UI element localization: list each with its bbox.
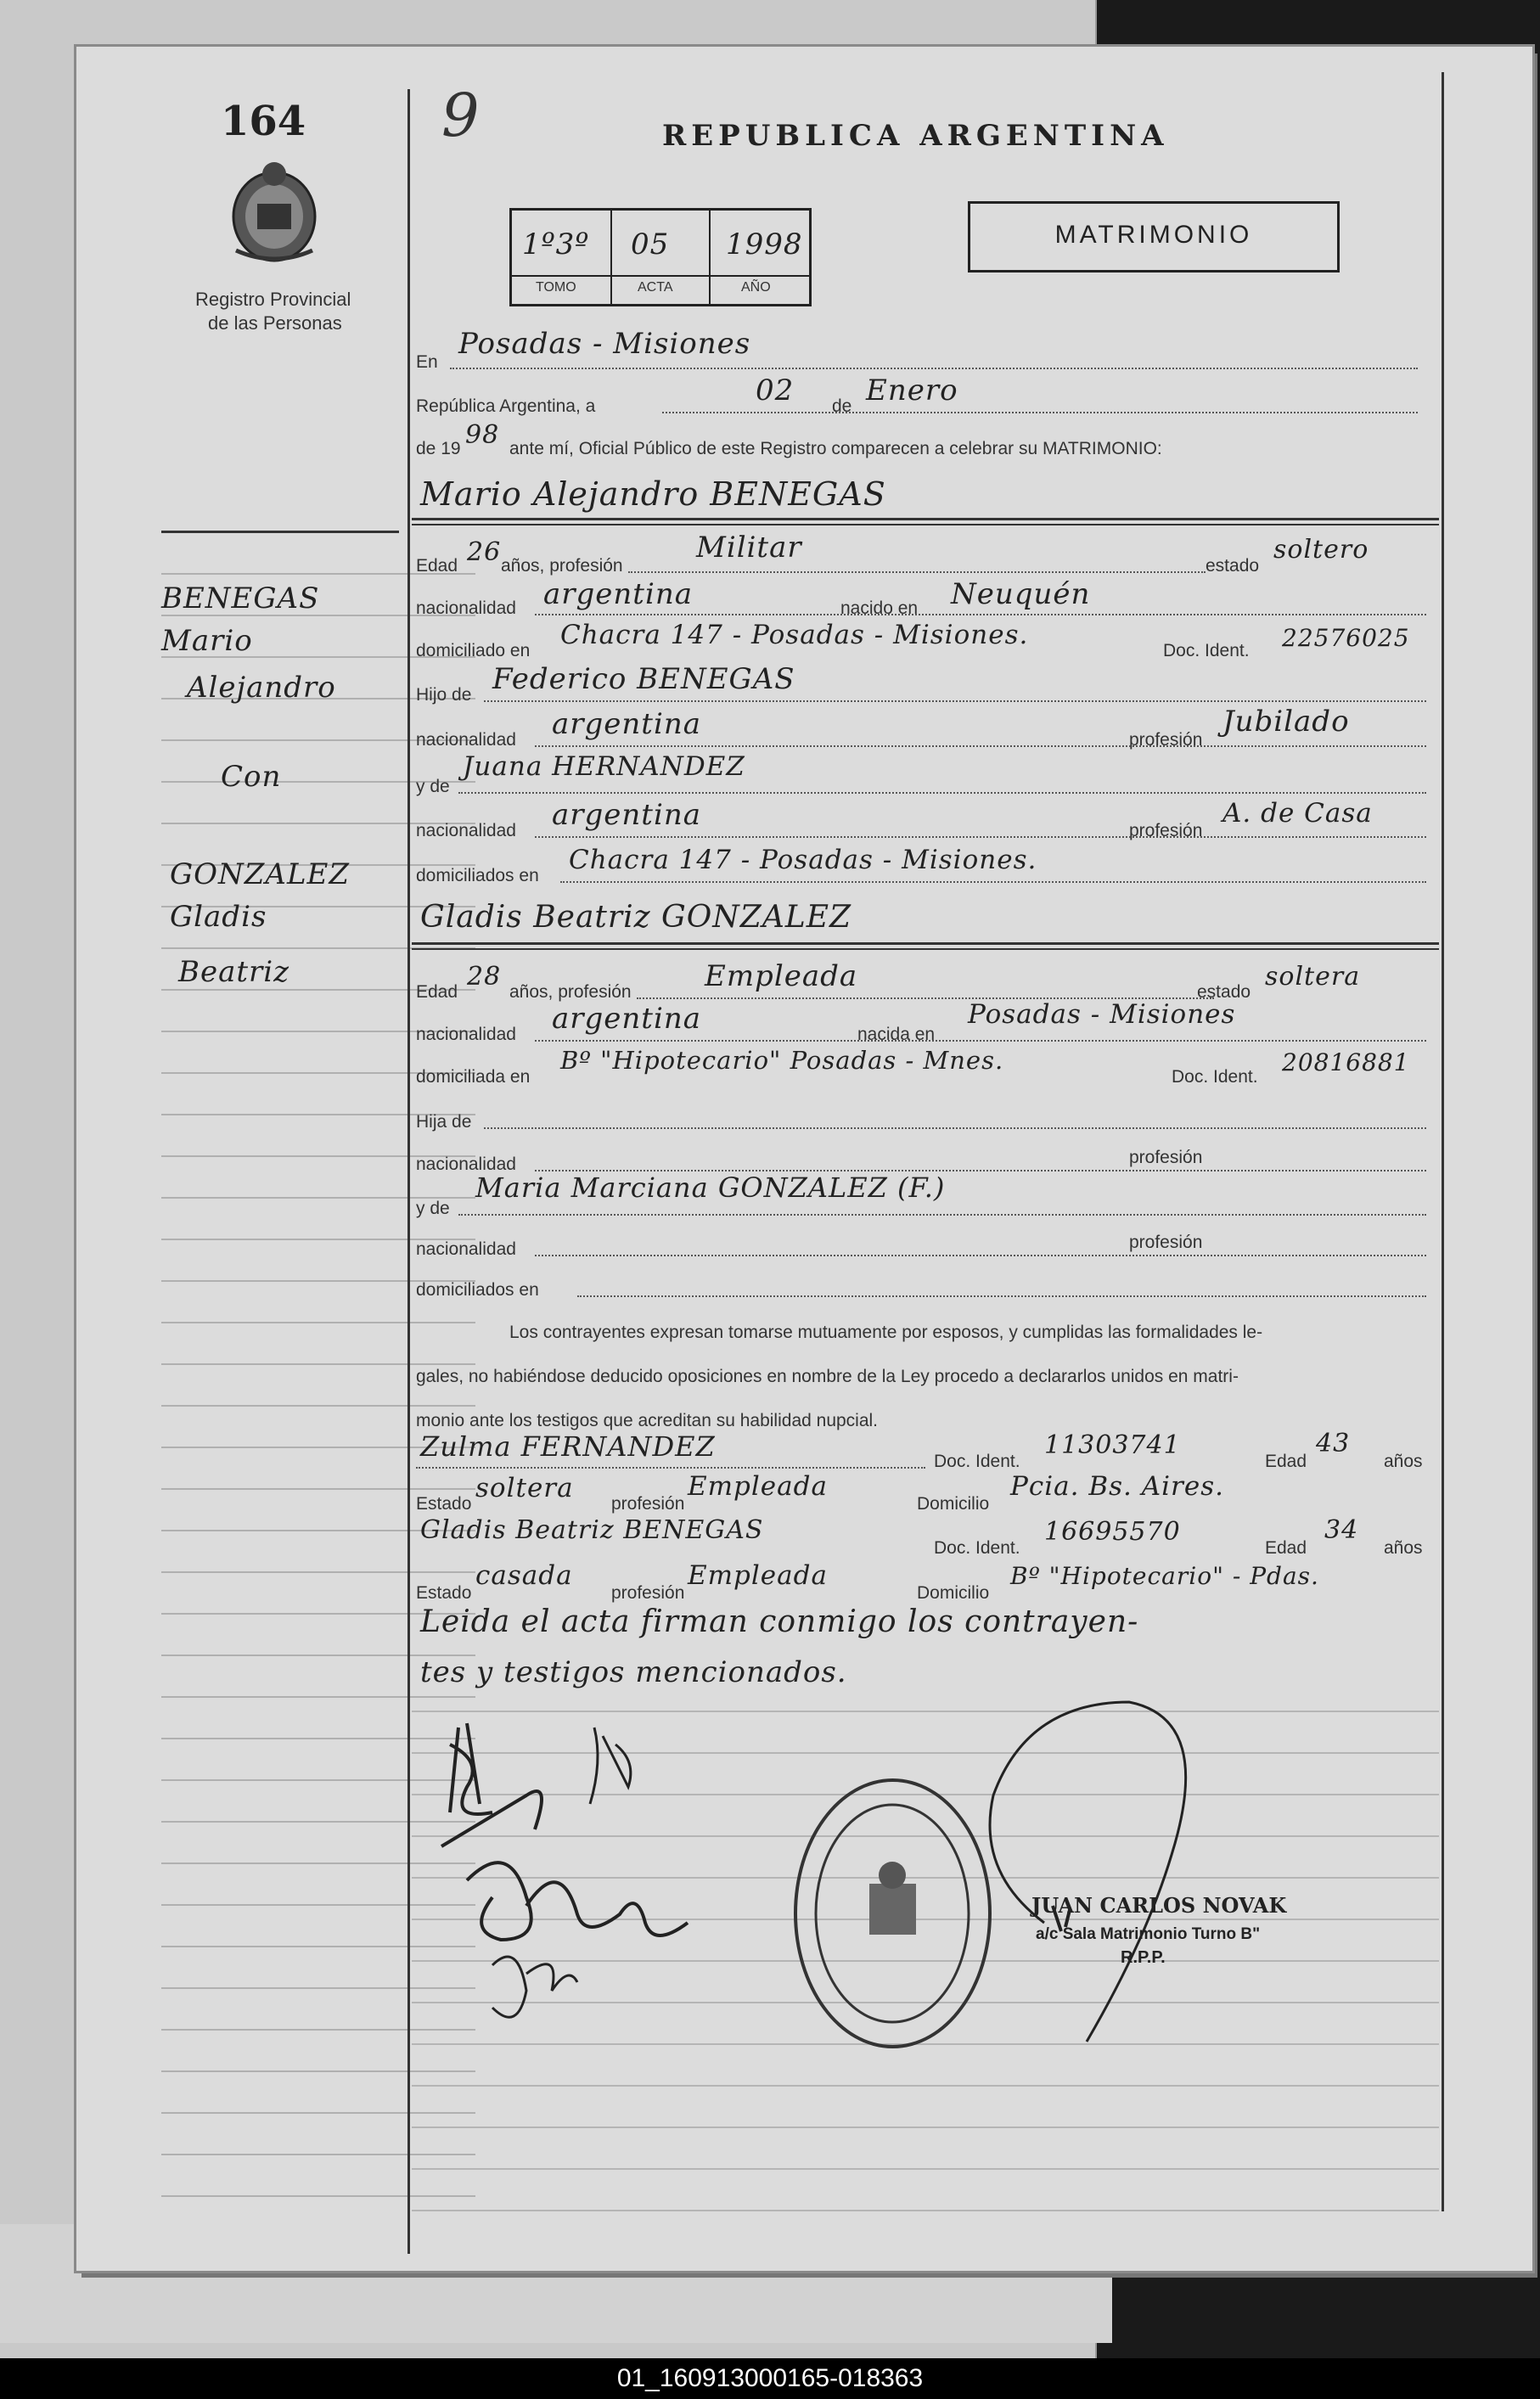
- month: Enero: [866, 374, 958, 407]
- bride-doc-number: 20816881: [1282, 1048, 1410, 1076]
- witness2-profession: Empleada: [688, 1560, 828, 1591]
- left-column-divider: [407, 89, 410, 2254]
- margin-rule-line: [161, 1405, 475, 1407]
- officer-org: R.P.P.: [1121, 1948, 1166, 1967]
- witness2-profesion-label: profesión: [611, 1583, 685, 1603]
- place: Posadas - Misiones: [458, 327, 751, 361]
- witness2-address: Bº "Hipotecario" - Pdas.: [1010, 1562, 1319, 1590]
- witness1-address: Pcia. Bs. Aires.: [1010, 1471, 1224, 1502]
- bride-profesion2-label: profesión: [1129, 1233, 1203, 1252]
- margin-rule-line: [161, 2029, 475, 2031]
- closing-line2: tes y testigos mencionados.: [420, 1655, 847, 1689]
- bride-yde-label: y de: [416, 1199, 450, 1218]
- witness1-domicilio-label: Domicilio: [917, 1494, 990, 1514]
- image-caption: 01_160913000165-018363: [0, 2358, 1540, 2399]
- margin-rule-line: [161, 1904, 475, 1906]
- margin-rule-line: [161, 1779, 475, 1781]
- groom-hijo-label: Hijo de: [416, 685, 472, 705]
- republic-label: República Argentina, a: [416, 396, 596, 416]
- groom-parents-address: Chacra 147 - Posadas - Misiones.: [569, 845, 1037, 875]
- margin-mark: 9: [441, 81, 480, 150]
- witness1-profession: Empleada: [688, 1471, 828, 1502]
- margin-rule-line: [161, 1696, 475, 1698]
- groom-mother-profession: A. de Casa: [1222, 798, 1373, 829]
- groom-nacionalidad-label: nacionalidad: [416, 598, 516, 618]
- margin-divider: [161, 531, 399, 533]
- coat-of-arms-icon: [228, 157, 321, 267]
- groom-anos-profesion-label: años, profesión: [501, 556, 623, 576]
- en-label: En: [416, 352, 438, 372]
- body-rule-line: [412, 2127, 1439, 2128]
- declaration-line1: Los contrayentes expresan tomarse mutuamente por esposos, y cumplidas las formalidades le-: [509, 1323, 1263, 1342]
- groom-full-name: Mario Alejandro BENEGAS: [420, 475, 886, 513]
- groom-doc-label: Doc. Ident.: [1163, 641, 1250, 660]
- record-type-box: [968, 201, 1340, 272]
- declaration-line2: gales, no habiéndose deducido oposiciones en nombre de la Ley procedo a declararlos unidos en matri-: [416, 1367, 1239, 1386]
- tomo-value: 1º3º: [522, 228, 590, 261]
- witness2-doc-number: 16695570: [1044, 1517, 1181, 1547]
- margin-groom-line3: Alejandro: [187, 671, 336, 705]
- groom-mother-name: Juana HERNANDEZ: [463, 751, 745, 782]
- ceremony-text: ante mí, Oficial Público de este Registro comparecen a celebrar su MATRIMONIO:: [509, 439, 1162, 458]
- witness1-doc-label: Doc. Ident.: [934, 1452, 1020, 1471]
- margin-bride-line3: Beatriz: [178, 955, 290, 989]
- witness1-doc-number: 11303741: [1044, 1430, 1181, 1460]
- bride-birthplace: Posadas - Misiones: [968, 999, 1236, 1030]
- body-rule-line: [412, 2210, 1439, 2211]
- acta-value: 05: [631, 228, 670, 261]
- tomo-label: TOMO: [536, 280, 576, 295]
- bride-domiciliada-label: domiciliada en: [416, 1067, 531, 1087]
- groom-mother-nacionalidad-label: nacionalidad: [416, 821, 516, 840]
- ano-value: 1998: [726, 228, 803, 261]
- witness2-name: Gladis Beatriz BENEGAS: [420, 1515, 764, 1545]
- margin-groom-line2: Mario: [161, 624, 253, 658]
- witness2-edad-label: Edad: [1265, 1538, 1307, 1558]
- country-title: REPUBLICA ARGENTINA: [662, 119, 1169, 153]
- margin-rule-line: [161, 1322, 475, 1323]
- groom-edad-label: Edad: [416, 556, 458, 576]
- groom-domiciliados-label: domiciliados en: [416, 866, 539, 885]
- margin-rule-line: [161, 1821, 475, 1823]
- witness2-anos-label: años: [1384, 1538, 1423, 1558]
- witness1-age: 43: [1316, 1429, 1351, 1458]
- groom-father-nacionalidad-label: nacionalidad: [416, 730, 516, 750]
- groom-birthplace: Neuquén: [951, 577, 1091, 611]
- bride-nacida-label: nacida en: [857, 1025, 936, 1044]
- bride-nacionalidad3-label: nacionalidad: [416, 1239, 516, 1259]
- witness2-doc-label: Doc. Ident.: [934, 1538, 1020, 1558]
- groom-father-profesion-label: profesión: [1129, 730, 1203, 750]
- witness1-anos-label: años: [1384, 1452, 1423, 1471]
- witness1-edad-label: Edad: [1265, 1452, 1307, 1471]
- groom-mother-profesion-label: profesión: [1129, 821, 1203, 840]
- groom-nacido-label: nacido en: [840, 598, 919, 618]
- year-prefix: de 19: [416, 439, 461, 458]
- margin-rule-line: [161, 1946, 475, 1947]
- margin-rule-line: [161, 1488, 475, 1490]
- bride-nacionalidad-label: nacionalidad: [416, 1025, 516, 1044]
- groom-father-nationality: argentina: [552, 707, 702, 741]
- groom-status: soltero: [1273, 535, 1369, 565]
- officer-signature: [959, 1668, 1231, 2067]
- registry-name-line2: de las Personas: [208, 312, 342, 334]
- witness1-status: soltera: [475, 1473, 574, 1503]
- groom-nationality: argentina: [543, 577, 694, 611]
- groom-address: Chacra 147 - Posadas - Misiones.: [560, 620, 1029, 650]
- body-rule-line: [412, 2168, 1439, 2170]
- groom-father-profession: Jubilado: [1222, 705, 1350, 739]
- bride-nacionalidad2-label: nacionalidad: [416, 1155, 516, 1174]
- year-suffix: 98: [465, 420, 500, 450]
- bride-age: 28: [467, 962, 502, 992]
- witness1-profesion-label: profesión: [611, 1494, 685, 1514]
- groom-mother-nationality: argentina: [552, 798, 702, 832]
- margin-bride-line1: GONZALEZ: [170, 857, 350, 891]
- record-type: MATRIMONIO: [1054, 221, 1253, 249]
- bride-address: Bº "Hipotecario" Posadas - Mnes.: [560, 1046, 1004, 1075]
- bride-profession: Empleada: [705, 959, 858, 993]
- declaration-line3: monio ante los testigos que acreditan su habilidad nupcial.: [416, 1411, 879, 1430]
- margin-rule-line: [161, 2154, 475, 2155]
- reference-box: [509, 208, 812, 306]
- bride-domiciliados-label: domiciliados en: [416, 1280, 539, 1300]
- de-label: de: [832, 396, 852, 416]
- groom-father-name: Federico BENEGAS: [492, 662, 795, 696]
- groom-yde-label: y de: [416, 777, 450, 796]
- margin-bride-line2: Gladis: [170, 900, 267, 934]
- margin-groom-line1: BENEGAS: [161, 581, 320, 615]
- folio-number: 164: [221, 98, 306, 145]
- right-border: [1442, 72, 1444, 2211]
- groom-age: 26: [467, 537, 502, 567]
- margin-rule-line: [161, 1571, 475, 1573]
- bride-estado-label: estado: [1197, 982, 1251, 1002]
- bride-doc-label: Doc. Ident.: [1172, 1067, 1258, 1087]
- register-page: [76, 47, 1532, 2271]
- margin-rule-line: [161, 2195, 475, 2197]
- registry-name-line1: Registro Provincial: [195, 289, 351, 310]
- bride-anos-profesion-label: años, profesión: [509, 982, 632, 1002]
- groom-domicilio-label: domiciliado en: [416, 641, 531, 660]
- bride-nationality: argentina: [552, 1002, 702, 1036]
- witness2-estado-label: Estado: [416, 1583, 472, 1603]
- margin-connector: Con: [221, 760, 282, 794]
- bride-full-name: Gladis Beatriz GONZALEZ: [420, 900, 852, 935]
- groom-doc-number: 22576025: [1282, 624, 1410, 652]
- witness1-name: Zulma FERNANDEZ: [420, 1430, 716, 1463]
- groom-estado-label: estado: [1206, 556, 1260, 576]
- margin-rule-line: [161, 1363, 475, 1365]
- officer-name: JUAN CARLOS NOVAK: [1031, 1893, 1287, 1918]
- margin-rule-line: [161, 1738, 475, 1739]
- officer-role: a/c Sala Matrimonio Turno B": [1036, 1925, 1261, 1943]
- bride-hija-label: Hija de: [416, 1112, 472, 1132]
- witness2-age: 34: [1324, 1515, 1359, 1545]
- bride-edad-label: Edad: [416, 982, 458, 1002]
- witness1-estado-label: Estado: [416, 1494, 472, 1514]
- groom-profession: Militar: [696, 531, 802, 565]
- margin-rule-line: [161, 2112, 475, 2114]
- bride-profesion-label: profesión: [1129, 1148, 1203, 1167]
- witness2-domicilio-label: Domicilio: [917, 1583, 990, 1603]
- acta-label: ACTA: [638, 280, 673, 295]
- witness2-status: casada: [475, 1560, 573, 1591]
- margin-rule-line: [161, 2070, 475, 2072]
- bride-status: soltera: [1265, 962, 1361, 992]
- day: 02: [756, 374, 795, 407]
- margin-rule-line: [161, 1987, 475, 1989]
- bride-mother-name: Maria Marciana GONZALEZ (F.): [475, 1171, 946, 1204]
- margin-rule-line: [161, 1862, 475, 1864]
- closing-line1: Leida el acta firman conmigo los contrayen-: [420, 1604, 1139, 1639]
- ano-label: AÑO: [741, 280, 771, 295]
